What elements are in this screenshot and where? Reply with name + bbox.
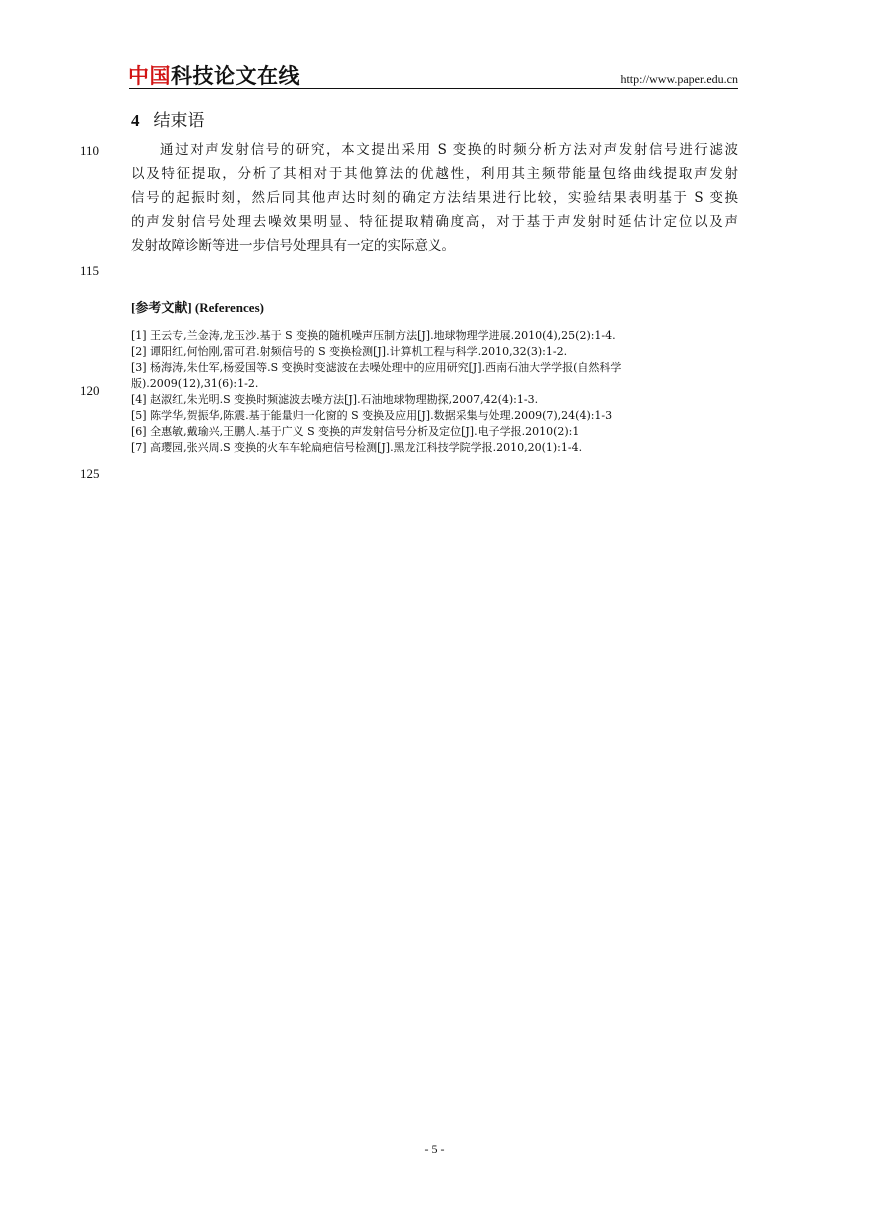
section-title: 结束语	[153, 111, 205, 131]
paragraph-line: 信号的起振时刻，然后同其他声达时刻的确定方法结果进行比较，实验结果表明基于 S 变换	[131, 190, 738, 206]
section-heading	[131, 106, 205, 131]
reference-item: [2] 谭阳红,何怡刚,雷可君.射频信号的 S 变换检测[J].计算机工程与科学.2010,32(3):1-2.	[131, 345, 568, 358]
paragraph-line: 的声发射信号处理去噪效果明显、特征提取精确度高，对于基于声发射时延估计定位以及声	[131, 214, 738, 230]
logo-part-black: 科技论文在线	[171, 64, 300, 88]
line-number-120: 120	[80, 383, 100, 398]
reference-item: [4] 赵淑红,朱光明.S 变换时频滤波去噪方法[J].石油地球物理勘探,2007,42(4):1-3.	[131, 393, 539, 406]
section-number: 4	[131, 111, 140, 130]
line-number-115: 115	[80, 263, 100, 278]
references-heading: [参考文献] (References)	[131, 300, 264, 315]
reference-item: [1] 王云专,兰金涛,龙玉沙.基于 S 变换的随机噪声压制方法[J].地球物理学进展.2010(4),25(2):1-4.	[131, 329, 616, 342]
reference-item: [7] 高璎园,张兴周.S 变换的火车车轮扁疤信号检测[J].黑龙江科技学院学报.2010,20(1):1-4.	[131, 441, 583, 454]
reference-item: [6] 全惠敏,戴瑜兴,王鹏人.基于广义 S 变换的声发射信号分析及定位[J].电子学报.2010(2):1	[131, 425, 580, 438]
paragraph-line: 通过对声发射信号的研究，本文提出采用 S 变换的时频分析方法对声发射信号进行滤波	[160, 142, 738, 158]
paragraph-line: 以及特征提取，分析了其相对于其他算法的优越性，利用其主频带能量包络曲线提取声发射	[131, 166, 738, 182]
conclusion-paragraph	[131, 138, 738, 258]
paragraph-line: 发射故障诊断等进一步信号处理具有一定的实际意义。	[131, 238, 455, 254]
reference-item: [3] 杨海涛,朱仕军,杨爱国等.S 变换时变滤波在去噪处理中的应用研究[J].西南石油大学学报(自然科学	[131, 361, 622, 374]
site-url[interactable]: http://www.paper.edu.cn	[620, 72, 738, 86]
line-number-110: 110	[80, 143, 100, 158]
line-number-125: 125	[80, 466, 100, 481]
reference-item: [5] 陈学华,贺振华,陈震.基于能量归一化窗的 S 变换及应用[J].数据采集与处理.2009(7),24(4):1-3	[131, 409, 613, 422]
logo-part-red: 中国	[128, 64, 171, 88]
journal-logo	[128, 60, 300, 90]
page-number: - 5 -	[424, 1142, 445, 1156]
header-rule	[129, 88, 738, 89]
reference-list	[131, 328, 741, 456]
reference-item-continued: 版).2009(12),31(6):1-2.	[131, 377, 259, 390]
